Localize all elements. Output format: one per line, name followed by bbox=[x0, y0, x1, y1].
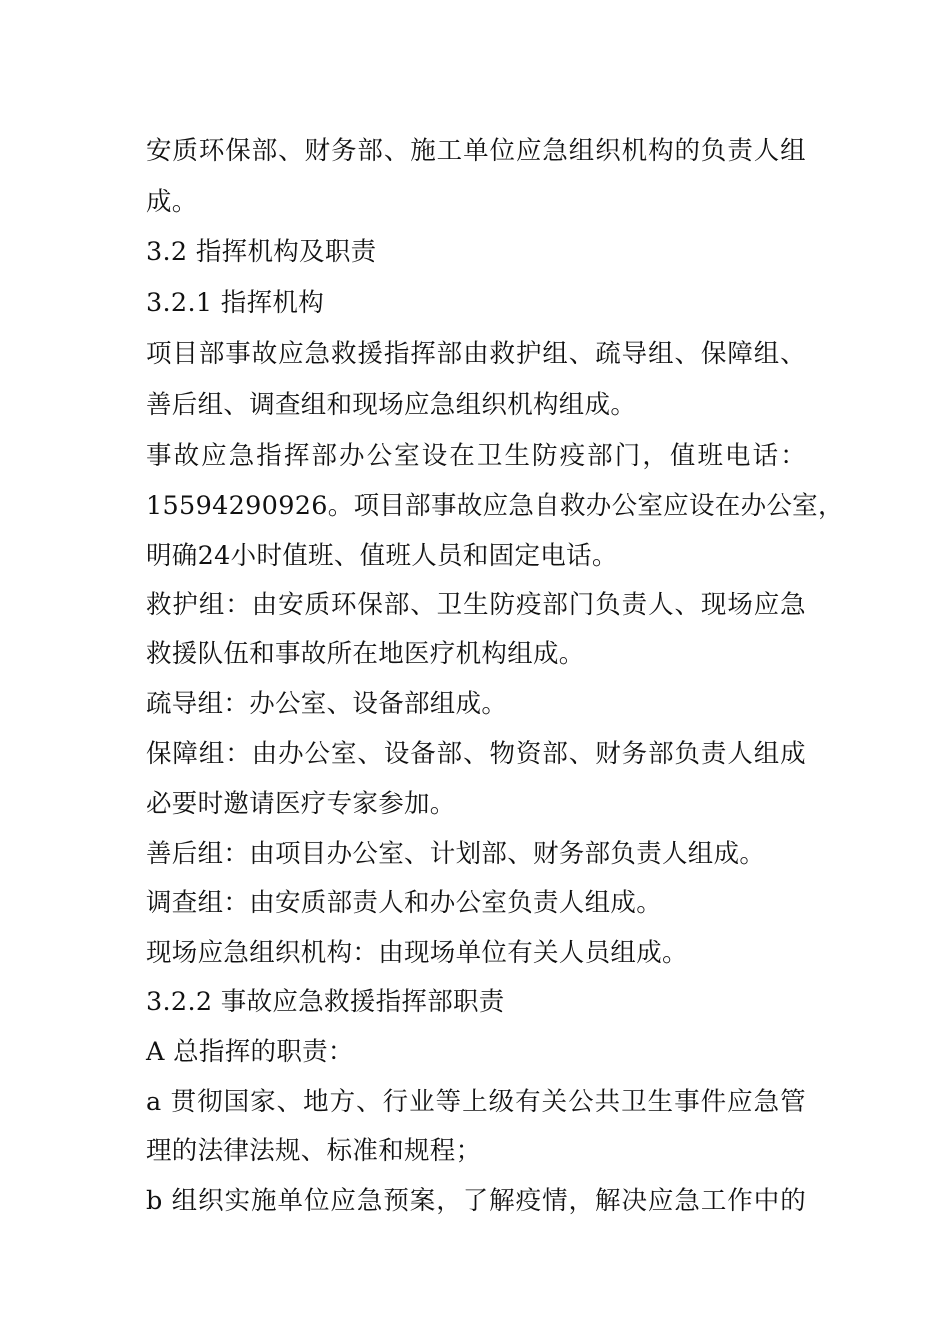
subsection-heading: 3.2.2 事故应急救援指挥部职责 bbox=[146, 987, 505, 1017]
paragraph-line: a 贯彻国家、地方、行业等上级有关公共卫生事件应急管 bbox=[146, 1087, 806, 1117]
paragraph-line: 15594290926。项目部事故应急自救办公室应设在办公室， bbox=[146, 491, 844, 521]
subsection-heading: 3.2.1 指挥机构 bbox=[146, 288, 324, 318]
paragraph-line: A 总指挥的职责： bbox=[146, 1037, 354, 1067]
paragraph-line: 疏导组：办公室、设备部组成。 bbox=[146, 689, 508, 719]
paragraph-line: 善后组：由项目办公室、计划部、财务部负责人组成。 bbox=[146, 839, 766, 869]
paragraph-line: 调查组：由安质部责人和办公室负责人组成。 bbox=[146, 888, 663, 918]
paragraph-line: 安质环保部、财务部、施工单位应急组织机构的负责人组 bbox=[146, 136, 806, 166]
paragraph-line: 保障组：由办公室、设备部、物资部、财务部负责人组成 bbox=[146, 739, 806, 769]
paragraph-line: 成。 bbox=[146, 187, 198, 217]
section-heading: 3.2 指挥机构及职责 bbox=[146, 237, 377, 267]
paragraph-line: 救援队伍和事故所在地医疗机构组成。 bbox=[146, 639, 585, 669]
paragraph-line: 理的法律法规、标准和规程； bbox=[146, 1136, 482, 1166]
paragraph-line: 明确24小时值班、值班人员和固定电话。 bbox=[146, 541, 618, 571]
paragraph-line: 善后组、调查组和现场应急组织机构组成。 bbox=[146, 390, 637, 420]
paragraph-line: 救护组：由安质环保部、卫生防疫部门负责人、现场应急 bbox=[146, 590, 806, 620]
paragraph-line: 现场应急组织机构：由现场单位有关人员组成。 bbox=[146, 938, 688, 968]
paragraph-line: 项目部事故应急救援指挥部由救护组、疏导组、保障组、 bbox=[146, 339, 806, 369]
paragraph-line: b 组织实施单位应急预案，了解疫情，解决应急工作中的 bbox=[146, 1186, 806, 1216]
paragraph-line: 必要时邀请医疗专家参加。 bbox=[146, 789, 456, 819]
paragraph-line: 事故应急指挥部办公室设在卫生防疫部门，值班电话： bbox=[146, 441, 806, 471]
